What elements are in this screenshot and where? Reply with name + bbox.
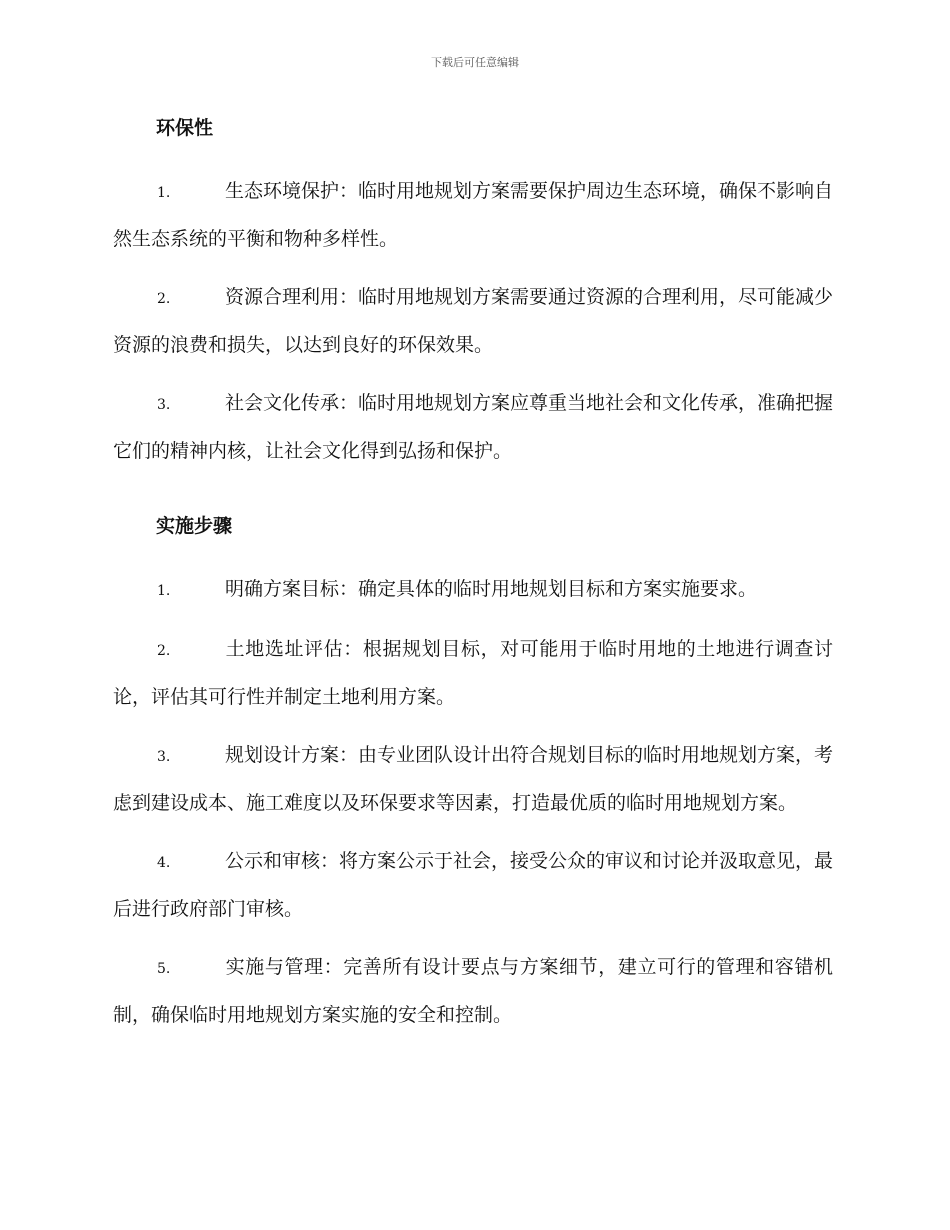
list-item-number: 4. [157, 855, 171, 871]
list-item-text: 公示和审核：将方案公示于社会，接受公众的审议和讨论并汲取意见，最后进行政府部门审核。 [113, 850, 834, 920]
list-item-number: 1. [157, 185, 171, 201]
list-item-text: 明确方案目标：确定具体的临时用地规划目标和方案实施要求。 [225, 578, 758, 600]
list-item-text: 土地选址评估：根据规划目标，对可能用于临时用地的土地进行调查讨论，评估其可行性并制定土地利用方案。 [113, 638, 833, 708]
list-item-text: 资源合理利用：临时用地规划方案需要通过资源的合理利用，尽可能减少资源的浪费和损失，以达到良好的环保效果。 [113, 286, 834, 356]
list-item [113, 168, 833, 262]
list-item [113, 380, 833, 474]
list-item [113, 732, 833, 826]
list-item-number: 3. [157, 397, 171, 413]
list-item-number: 2. [157, 291, 171, 307]
section-heading-environmental: 环保性 [156, 117, 214, 139]
list-item-number: 1. [157, 583, 171, 599]
page-header: 下载后可任意编辑 [431, 56, 519, 69]
list-item-text: 生态环境保护：临时用地规划方案需要保护周边生态环境，确保不影响自然生态系统的平衡和物种多样性。 [113, 180, 834, 250]
list-item-text: 实施与管理：完善所有设计要点与方案细节，建立可行的管理和容错机制，确保临时用地规划方案实施的安全和控制。 [113, 956, 833, 1026]
list-item [113, 274, 833, 368]
list-item [113, 838, 833, 932]
list-item [113, 944, 833, 1038]
list-item-number: 3. [157, 749, 171, 765]
section-heading-implementation: 实施步骤 [156, 515, 233, 537]
list-item-number: 2. [157, 643, 171, 659]
list-item [113, 626, 833, 720]
list-item [113, 566, 833, 614]
list-item-text: 社会文化传承：临时用地规划方案应尊重当地社会和文化传承，准确把握它们的精神内核，让社会文化得到弘扬和保护。 [113, 392, 834, 462]
document-body [113, 112, 833, 1050]
list-item-text: 规划设计方案：由专业团队设计出符合规划目标的临时用地规划方案，考虑到建设成本、施工难度以及环保要求等因素，打造最优质的临时用地规划方案。 [113, 744, 834, 814]
list-item-number: 5. [157, 961, 171, 977]
